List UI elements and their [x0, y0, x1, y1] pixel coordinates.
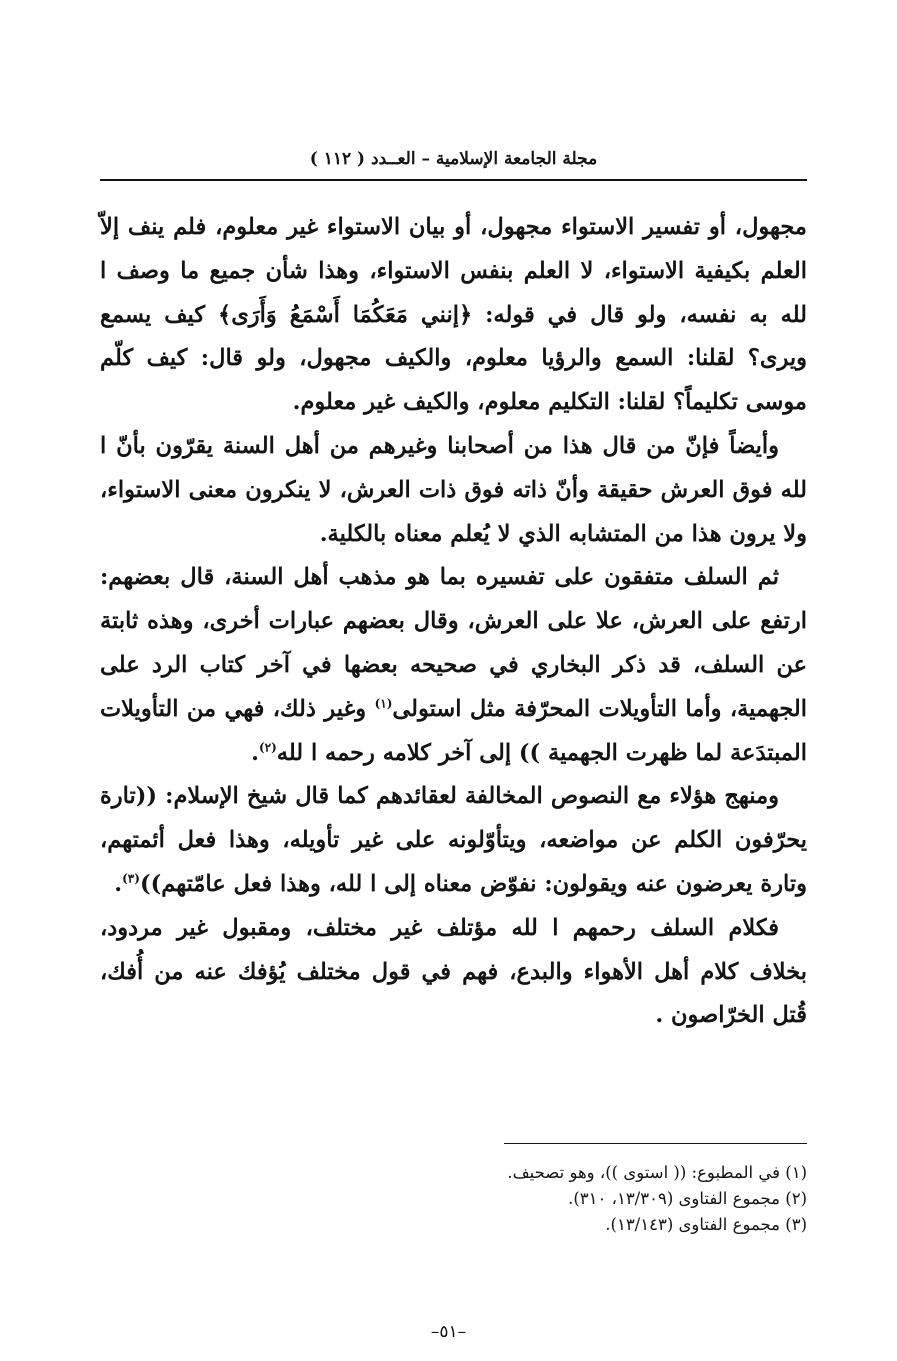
paragraph-2: وأيضاً فإنّ من قال هذا من أصحابنا وغيرهم من أهل السنة يقرّون بأنّ ا لله فوق العرش حقيقة وأنّ ذاته فوق ذات العرش، لا ينكرون معنى الاستواء، ولا يرون هذا من المتشابه الذي لا يُعلم معناه بالكلية.: [100, 432, 807, 547]
paragraph-5: فكلام السلف رحمهم ا لله مؤتلف غير مختلف، ومقبول غير مردود، بخلاف كلام أهل الأهواء والبدع، فهم في قول مختلف يُؤفك عنه من أُفك، قُتل الخرّاصون .: [100, 914, 807, 1029]
running-header: مجلة الجامعة الإسلامية – العــدد ( ١١٢ ): [309, 149, 598, 169]
paragraph-1: مجهول، أو تفسير الاستواء مجهول، أو بيان الاستواء غير معلوم، فلم ينف إلاّ العلم بكيفية الاستواء، لا العلم بنفس الاستواء، وهذا شأن جميع ما وصف ا لله به نفسه، ولو قال في قوله: ﴿إنني مَعَكُمَا أَسْمَعُ وَأَرَى﴾ كيف يسمع ويرى؟ لقلنا: السمع والرؤيا معلوم، والكيف مجهول، ولو قال: كيف كلّم موسى تكليماً؟ لقلنا: التكليم معلوم، والكيف غير معلوم.: [100, 214, 807, 416]
footnote-ref-1: (١): [374, 696, 393, 711]
footnote-3: (٣) مجموع الفتاوى (١٣/١٤٣).: [605, 1215, 807, 1234]
paragraph-3-text-c: .: [251, 739, 259, 766]
paragraph-3: [100, 556, 807, 775]
footnote-ref-3: (٣): [122, 871, 140, 886]
page-number: –٥١–: [430, 1322, 467, 1342]
footnote-ref-2: (٢): [258, 740, 277, 755]
paragraph-4-text-a: ومنهج هؤلاء مع النصوص المخالفة لعقائدهم كما قال شيخ الإسلام: ((تارة يحرّفون الكلم عن مواضعه، ويتأوّلونه على غير تأويله، وهذا فعل أئمتهم، وتارة يعرضون عنه ويقولون: نفوّض معناه إلى ا لله، وهذا فعل عامّتهم)): [100, 783, 807, 897]
paragraph-3-text-b: وغير ذلك، فهي من التأويلات المبتدَعة لما ظهرت الجهمية )) إلى آخر كلامه رحمه ا لله: [100, 695, 807, 766]
footnote-1: (١) في المطبوع: (( استوى ))، وهو تصحيف.: [507, 1163, 807, 1182]
body-text: [100, 206, 807, 1038]
footnote-rule: [504, 1143, 807, 1144]
footnotes: [100, 1160, 807, 1238]
paragraph-3-text-a: ثم السلف متفقون على تفسيره بما هو مذهب أهل السنة، قال بعضهم: ارتفع على العرش، علا على العرش، وقال بعضهم عبارات أخرى، وهذه ثابتة عن السلف، قد ذكر البخاري في صحيحه بعضها في آخر كتاب الرد على الجهمية، وأما التأويلات المحرّفة مثل استولى: [100, 564, 808, 722]
paragraph-4-text-b: .: [114, 870, 123, 897]
footnote-2: (٢) مجموع الفتاوى (١٣/٣٠٩، ٣١٠).: [568, 1189, 807, 1208]
paragraph-4: [100, 775, 807, 906]
header-rule: [100, 179, 807, 181]
